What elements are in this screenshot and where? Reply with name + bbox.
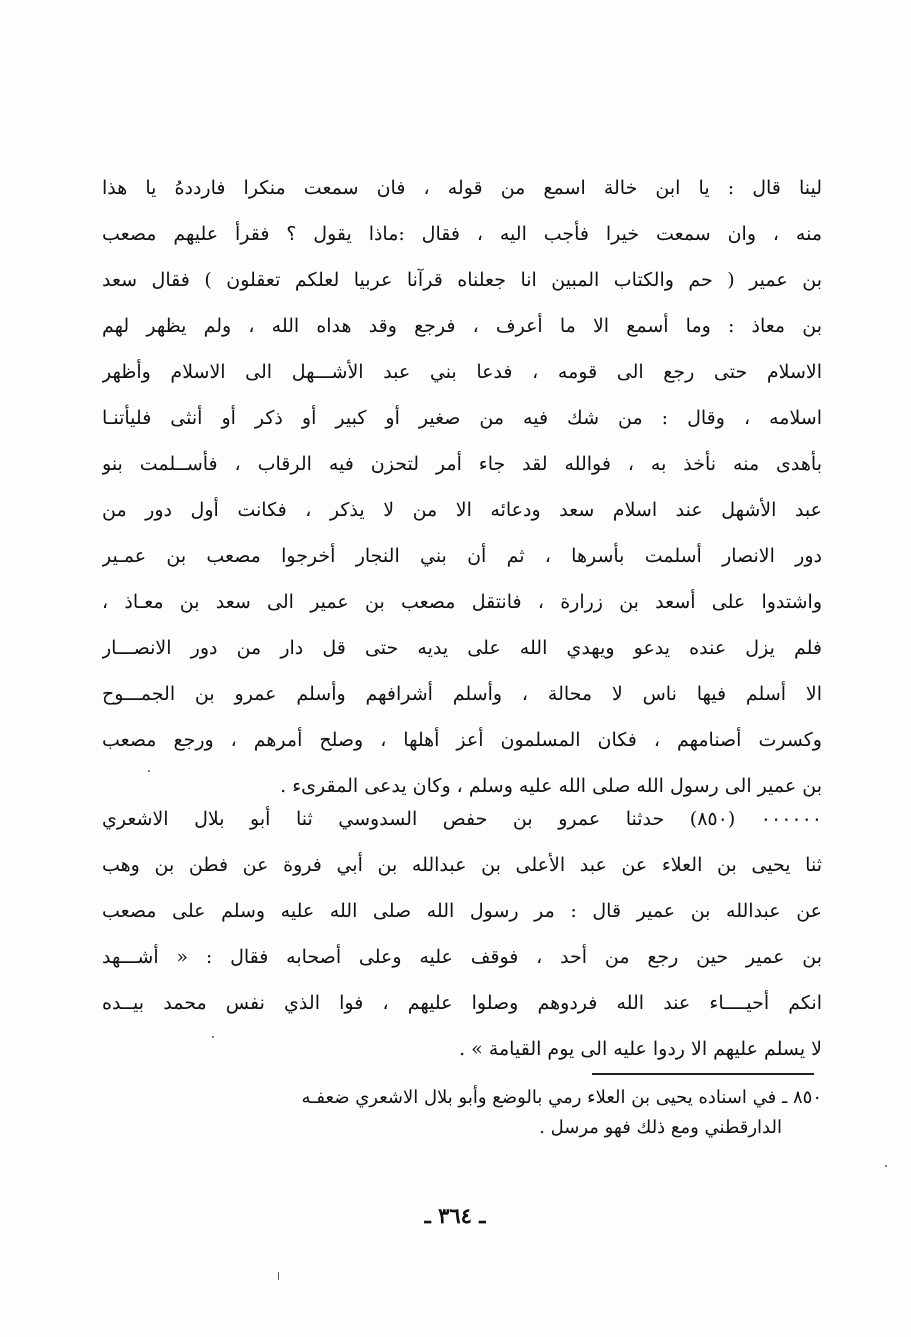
body-line: بأهدى منه نأخذ به ، فوالله لقد جاء أمر لتحزن فيه الرقاب ، فأســلمت بنو [102, 453, 822, 475]
body-line: بن معاذ : وما أسمع الا ما أعرف ، فرجع وقد هداه الله ، ولم يظهر لهم [102, 315, 822, 337]
body-line: عبد الأشهل عند اسلام سعد ودعائه الا من لا يذكر ، فكانت أول دور من [102, 499, 822, 521]
hadith-line: بن عمير حين رجع من أحد ، فوقف عليه وعلى أصحابه فقال : « أشـــهد [102, 946, 822, 968]
hadith-line: ٠٠٠٠٠٠ (٨٥٠) حدثنا عمرو بن حفص السدوسي ثنا أبو بلال الاشعري [102, 808, 822, 830]
scan-speck [148, 770, 150, 772]
main-body-text [102, 168, 822, 812]
hadith-850-text [102, 799, 822, 1075]
hadith-line: انكم أحيــــاء عند الله فردوهم وصلوا عليهم ، فوا الذي نفس محمد بيــده [102, 992, 822, 1014]
body-line: منه ، وان سمعت خيرا فأجب اليه ، فقال :ماذا يقول ؟ فقرأ عليهم مصعب [102, 223, 822, 245]
footnote-separator-rule [592, 1073, 814, 1075]
body-line: اسلامه ، وقال : من شك فيه من صغير أو كبير أو ذكر أو أنثى فليأتنـا [102, 407, 822, 429]
hadith-line: لا يسلم عليهم الا ردوا عليه الى يوم القيامة » . [459, 1038, 822, 1060]
scan-speck [278, 1272, 279, 1280]
scan-speck [885, 1165, 887, 1167]
body-line: بن عمير ( حم والكتاب المبين انا جعلناه قرآنا عربيا لعلكم تعقلون ) فقال سعد [102, 269, 822, 291]
scan-speck [212, 1036, 214, 1038]
body-line: وكسرت أصنامهم ، فكان المسلمون أعز أهلها ، وصلح أمرهم ، ورجع مصعب [102, 729, 822, 751]
body-line: بن عمير الى رسول الله صلى الله عليه وسلم ، وكان يدعى المقرىء . [280, 775, 822, 797]
page-number: ـ ٣٦٤ ـ [424, 1203, 486, 1228]
body-line: الا أسلم فيها ناس لا محالة ، وأسلم أشرافهم وأسلم عمرو بن الجمـــوح [102, 683, 822, 705]
footnote-line: ٨٥٠ ـ في اسناده يحيى بن العلاء رمي بالوضع وأبو بلال الاشعري ضعفـه [301, 1087, 822, 1108]
footnote-line: الدارقطني ومع ذلك فهو مرسل . [539, 1117, 782, 1138]
hadith-line: ثنا يحيى بن العلاء عن عبد الأعلى بن عبدالله بن أبي فروة عن فطن بن وهب [102, 854, 822, 876]
body-line: الاسلام حتى رجع الى قومه ، فدعا بني عبد الأشـــهل الى الاسلام وأظهر [102, 361, 822, 383]
body-line: فلم يزل عنده يدعو ويهدي الله على يديه حتى قل دار من دور الانصـــار [102, 637, 822, 659]
body-line: دور الانصار أسلمت بأسرها ، ثم أن بني النجار أخرجوا مصعب بن عمـير [102, 545, 822, 567]
footnote [102, 1084, 822, 1144]
body-line: لينا قال : يا ابن خالة اسمع من قوله ، فان سمعت منكرا فارددهُ يا هذا [102, 177, 822, 199]
hadith-line: عن عبدالله بن عمير قال : مر رسول الله صلى الله عليه وسلم على مصعب [102, 900, 822, 922]
body-line: واشتدوا على أسعد بن زرارة ، فانتقل مصعب بن عمير الى سعد بن معـاذ ، [102, 591, 822, 613]
